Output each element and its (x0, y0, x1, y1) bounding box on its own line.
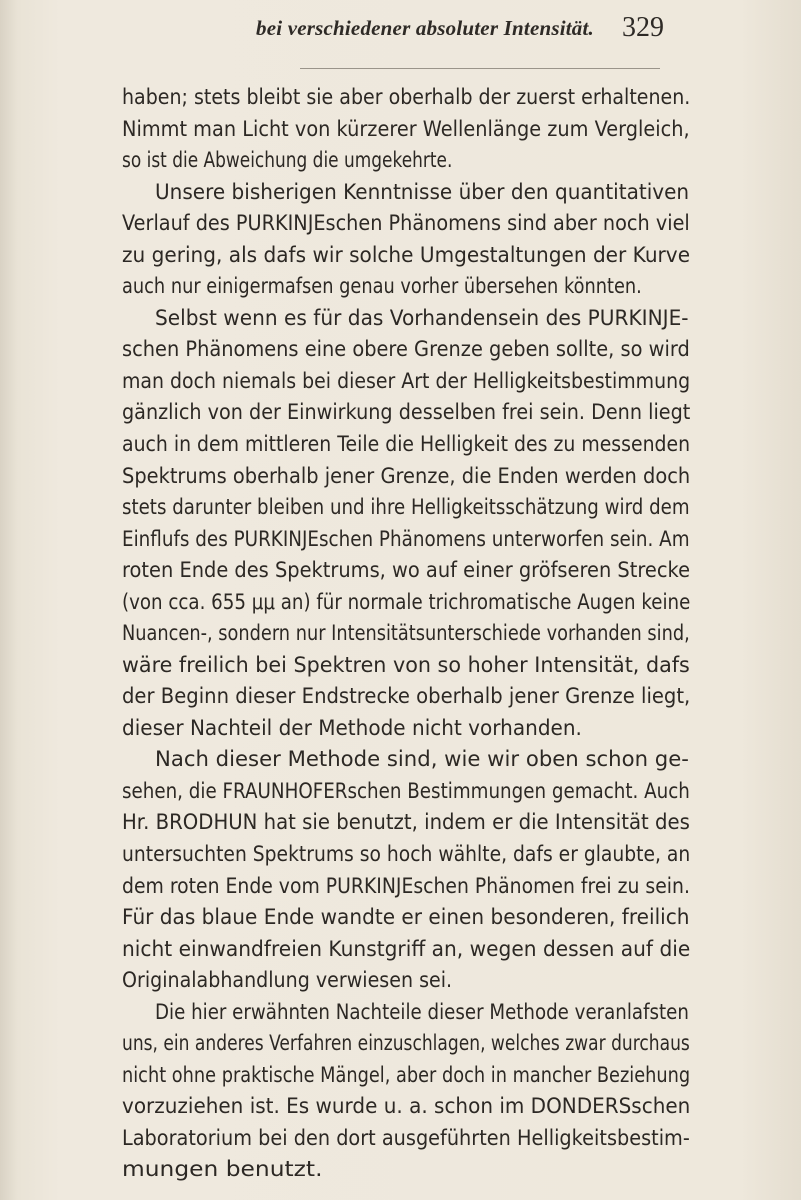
text-line: Spektrums oberhalb jener Grenze, die Enden werden doch (122, 463, 691, 489)
text-line: Hr. BRODHUN hat sie benutzt, indem er die Intensität des (122, 810, 690, 836)
text-line: nicht einwandfreien Kunstgriff an, wegen dessen auf die (122, 936, 691, 962)
page-number: 329 (622, 12, 664, 43)
text-line: auch nur einigermafsen genau vorher übersehen könnten. (122, 274, 642, 300)
text-line: Die hier erwähnten Nachteile dieser Methode veranlafsten (155, 999, 689, 1025)
text-line: nicht ohne praktische Mängel, aber doch in mancher Beziehung (122, 1062, 691, 1088)
text-line: sehen, die FRAUNHOFERschen Bestimmungen gemacht. Auch (122, 778, 690, 804)
text-line: haben; stets bleibt sie aber oberhalb der zuerst erhaltenen. (122, 85, 691, 110)
text-line: wäre freilich bei Spektren von so hoher Intensität, dafs (122, 652, 690, 678)
text-line: der Beginn dieser Endstrecke oberhalb jener Grenze liegt, (122, 684, 691, 710)
text-line: gänzlich von der Einwirkung desselben frei sein. Denn liegt (122, 400, 691, 426)
text-line: (von cca. 655 μμ an) für normale trichromatische Augen keine (122, 589, 691, 615)
text-line: stets darunter bleiben und ihre Helligkeitsschätzung wird dem (122, 495, 690, 521)
text-line: untersuchten Spektrums so hoch wählte, dafs er glaubte, an (122, 842, 691, 868)
text-line: dieser Nachteil der Methode nicht vorhanden. (122, 715, 582, 741)
text-line: Unsere bisherigen Kenntnisse über den quantitativen (155, 179, 690, 205)
text-line: schen Phänomens eine obere Grenze geben sollte, so wird (122, 337, 690, 363)
header-rule (300, 68, 660, 69)
text-line: uns, ein anderes Verfahren einzuschlagen, welches zwar durchaus (122, 1031, 690, 1057)
text-line: Laboratorium bei den dort ausgeführten Helligkeitsbestim- (122, 1125, 690, 1151)
running-head: bei verschiedener absoluter Intensität. (256, 16, 594, 40)
text-line: dem roten Ende vom PURKINJEschen Phänomen frei zu sein. (122, 873, 690, 899)
text-line: Originalabhandlung verwiesen sei. (122, 968, 453, 994)
text-line: Selbst wenn es für das Vorhandensein des PURKINJE- (155, 305, 689, 331)
text-line: mungen benutzt. (122, 1157, 323, 1183)
text-line: Nuancen-, sondern nur Intensitätsunterschiede vorhanden sind, (122, 621, 690, 647)
text-line: Verlauf des PURKINJEschen Phänomens sind aber noch viel (122, 211, 690, 237)
text-line: Nimmt man Licht von kürzerer Wellenlänge zum Vergleich, (122, 116, 690, 142)
text-line: roten Ende des Spektrums, wo auf einer gröfseren Strecke (122, 558, 691, 584)
text-line: Für das blaue Ende wandte er einen besonderen, freilich (122, 905, 690, 931)
text-line: so ist die Abweichung die umgekehrte. (122, 148, 453, 174)
text-line: Einflufs des PURKINJEschen Phänomens unterworfen sein. Am (122, 526, 690, 552)
text-line: Nach dieser Methode sind, wie wir oben schon ge- (155, 747, 689, 773)
text-line: auch in dem mittleren Teile die Helligkeit des zu messenden (122, 431, 691, 457)
text-line: zu gering, als dafs wir solche Umgestaltungen der Kurve (122, 242, 691, 268)
text-line: man doch niemals bei dieser Art der Helligkeitsbestimmung (122, 368, 691, 394)
text-line: vorzuziehen ist. Es wurde u. a. schon im DONDERSschen (122, 1094, 691, 1120)
